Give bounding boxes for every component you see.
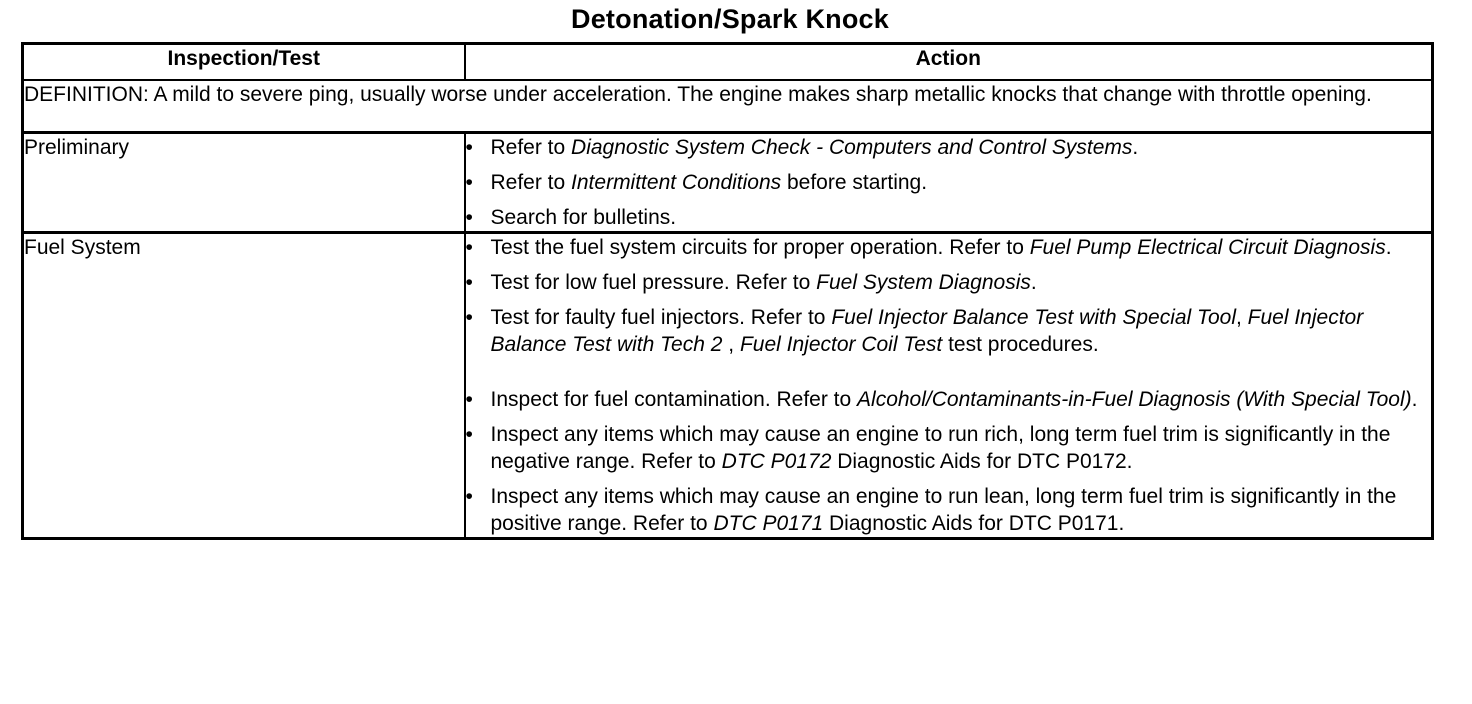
reference-link: Alcohol/Contaminants-in-Fuel Diagnosis (With Special Tool) — [857, 388, 1412, 411]
row-label-fuel-system: Fuel System — [23, 233, 465, 539]
list-item: • Inspect any items which may cause an engine to run lean, long term fuel trim is significantly in the positive range. Refer to DTC P0171 Diagnostic Aids for DTC P0171. — [465, 485, 1397, 535]
reference-link: Diagnostic System Check - Computers and Control Systems — [571, 136, 1133, 159]
column-header-action: Action — [465, 44, 1433, 81]
table-row-fuel-system — [23, 233, 1433, 539]
definition-text: DEFINITION: A mild to severe ping, usually worse under acceleration. The engine makes sharp metallic knocks that change with throttle opening. — [23, 80, 1433, 133]
reference-link: Fuel Pump Electrical Circuit Diagnosis — [1029, 236, 1386, 259]
definition-row — [23, 80, 1433, 133]
list-item: • Refer to Diagnostic System Check - Computers and Control Systems. — [465, 136, 1139, 159]
row-label-preliminary: Preliminary — [23, 133, 465, 233]
actions-preliminary — [465, 133, 1433, 233]
reference-link: Fuel Injector Balance Test with Tech 2 — [490, 306, 1364, 356]
list-item: • Test the fuel system circuits for proper operation. Refer to Fuel Pump Electrical Circuit Diagnosis. — [465, 236, 1392, 259]
bullet-icon: • — [465, 423, 473, 446]
bullet-icon: • — [465, 271, 473, 294]
bullet-icon: • — [465, 171, 473, 194]
list-item: • Inspect any items which may cause an engine to run rich, long term fuel trim is significantly in the negative range. Refer to DTC P0172 Diagnostic Aids for DTC P0172. — [465, 423, 1391, 473]
list-item: • Search for bulletins. — [465, 206, 677, 229]
reference-link: Fuel System Diagnosis — [816, 271, 1031, 294]
bullet-icon: • — [465, 485, 473, 508]
list-item: • Test for faulty fuel injectors. Refer to Fuel Injector Balance Test with Special Tool, Fuel Injector Balance Test with Tech 2 , Fuel Injector Coil Test test procedures. — [465, 306, 1364, 356]
bullet-icon: • — [465, 306, 473, 329]
reference-link: DTC P0171 — [713, 512, 824, 535]
bullet-icon: • — [465, 388, 473, 411]
reference-link: DTC P0172 — [721, 450, 832, 473]
page-title: Detonation/Spark Knock — [571, 4, 889, 34]
table-header-row — [23, 44, 1433, 81]
bullet-icon: • — [465, 136, 473, 159]
list-item: • Test for low fuel pressure. Refer to Fuel System Diagnosis. — [465, 271, 1037, 294]
table-row-preliminary — [23, 133, 1433, 233]
column-header-inspection: Inspection/Test — [23, 44, 465, 81]
reference-link: Fuel Injector Balance Test with Special Tool — [831, 306, 1236, 329]
reference-link: Intermittent Conditions — [571, 171, 782, 194]
bullet-icon: • — [465, 236, 473, 259]
bullet-icon: • — [465, 206, 473, 229]
diagnostic-table — [21, 42, 1434, 540]
actions-fuel-system — [465, 233, 1433, 539]
reference-link: Fuel Injector Coil Test — [739, 333, 943, 356]
list-item: • Refer to Intermittent Conditions before starting. — [465, 171, 928, 194]
list-item: • Inspect for fuel contamination. Refer to Alcohol/Contaminants-in-Fuel Diagnosis (With Special Tool). — [465, 388, 1418, 411]
